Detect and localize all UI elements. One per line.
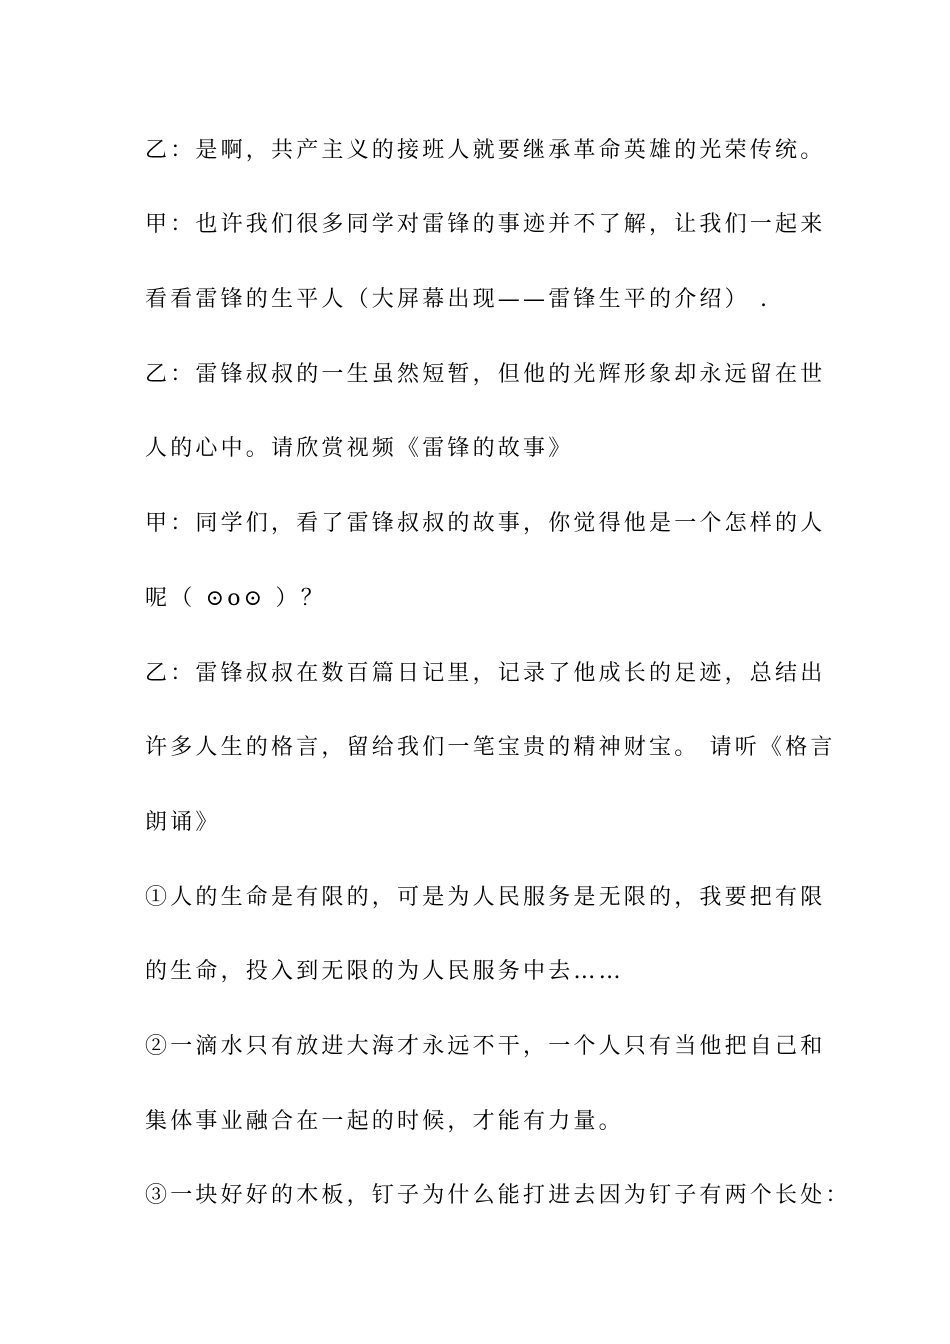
text-line-13: ②一滴水只有放进大海才永远不干，一个人只有当他把自己和 [145, 1034, 826, 1059]
text-line-8: 乙：雷锋叔叔在数百篇日记里，记录了他成长的足迹，总结出 [145, 661, 826, 686]
text-line-3: 看看雷锋的生平人（大屏幕出现——雷锋生平的介绍） . [145, 287, 771, 312]
text-line-14: 集体事业融合在一起的时候，才能有力量。 [145, 1109, 624, 1134]
text-line-2: 甲：也许我们很多同学对雷锋的事迹并不了解，让我们一起来 [145, 212, 826, 237]
text-line-12: 的生命，投入到无限的为人民服务中去…… [145, 959, 624, 984]
text-line-1: 乙：是啊，共产主义的接班人就要继承革命英雄的光荣传统。 [145, 138, 826, 163]
text-line-11: ①人的生命是有限的，可是为人民服务是无限的，我要把有限 [145, 885, 826, 910]
text-line-15: ③一块好好的木板，钉子为什么能打进去因为钉子有两个长处： [145, 1183, 851, 1208]
text-line-6: 甲：同学们，看了雷锋叔叔的故事，你觉得他是一个怎样的人 [145, 511, 826, 536]
text-line-5: 人的心中。请欣赏视频《雷锋的故事》 [145, 436, 574, 461]
text-line-9: 许多人生的格言，留给我们一笔宝贵的精神财宝。 请听《格言 [145, 735, 836, 760]
text-line-10: 朗诵》 [145, 810, 221, 835]
text-line-7: 呢（ ⊙o⊙ ）？ [145, 586, 326, 611]
text-line-4: 乙：雷锋叔叔的一生虽然短暂，但他的光辉形象却永远留在世 [145, 362, 826, 387]
